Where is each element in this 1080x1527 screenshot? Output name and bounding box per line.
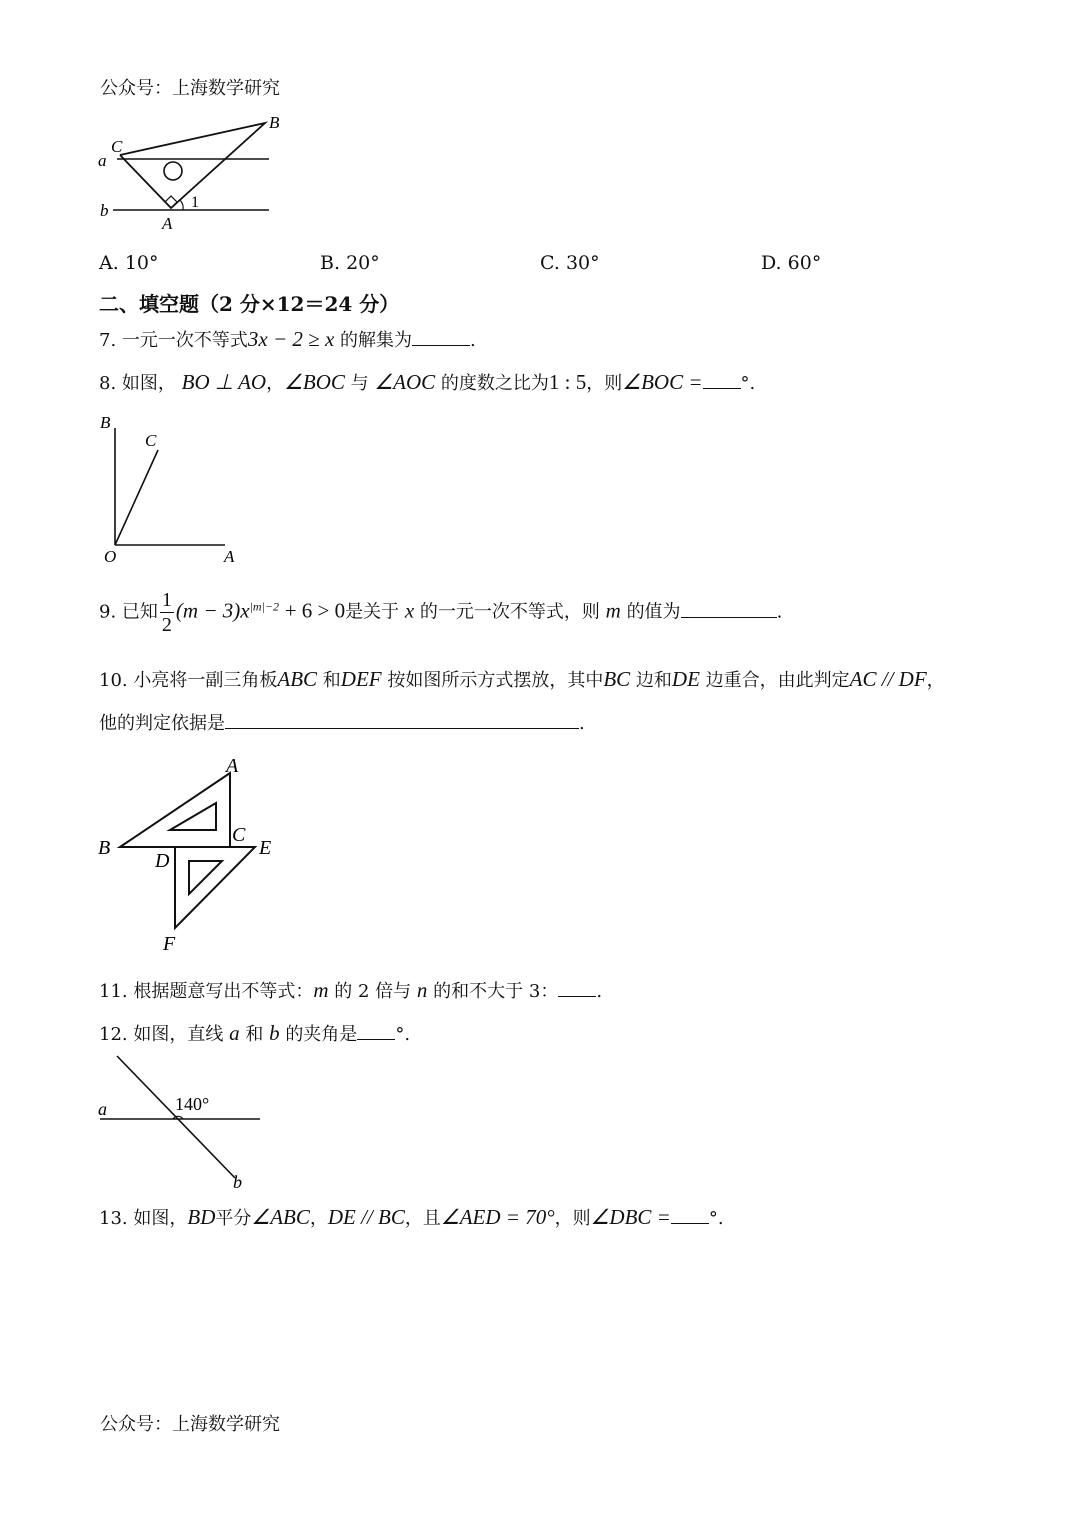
triangle-abc (120, 773, 230, 847)
question-10-line2: 他的判定依据是 . (99, 710, 585, 736)
label-angle-1: 1 (191, 194, 199, 211)
label-c: C (232, 824, 246, 846)
triangle-def (175, 847, 255, 928)
figure-q6 (95, 108, 295, 238)
option-b: B. 20° (320, 252, 380, 274)
inner-triangle-abc (170, 803, 216, 830)
circle-hole (164, 162, 182, 180)
label-f: F (163, 933, 176, 955)
label-angle-140: 140° (175, 1094, 210, 1114)
right-angle-mark (165, 196, 177, 208)
label-b-point: B (269, 113, 280, 132)
question-12: 12. 如图，直线 a 和 b 的夹角是 °. (99, 1021, 411, 1045)
label-o: O (104, 547, 117, 566)
header-watermark: 公众号：上海数学研究 (100, 78, 280, 99)
fraction-half: $\frac{1}{2}$ (161, 589, 172, 636)
label-d: D (155, 850, 170, 872)
question-8: 8. 如图， BO ⊥ AO，∠BOC 与 ∠AOC 的度数之比为1 : 5，则∠BOC = °. (99, 370, 756, 394)
label-e: E (259, 837, 272, 859)
label-a-point: A (162, 214, 173, 233)
option-d: D. 60° (761, 252, 822, 274)
question-9: 9. 已知 $\frac{1}{2}$ $(m - 3)x^{|m|-2} + 6 > 0$是关于 x 的一元一次不等式，则 m 的值为 . (99, 589, 783, 636)
section-title: 二、填空题（2 分×12＝24 分） (99, 292, 400, 316)
angle-1-arc (180, 200, 183, 210)
option-c: C. 30° (540, 252, 600, 274)
question-11: 11. 根据题意写出不等式：m 的 2 倍与 n 的和不大于 3： . (99, 978, 603, 1002)
inner-triangle-def (189, 861, 222, 894)
label-a: a (98, 1099, 107, 1119)
label-b: B (100, 413, 111, 432)
label-b: b (233, 1172, 242, 1192)
figure-q8 (95, 408, 255, 568)
label-b: B (98, 837, 111, 859)
label-c: C (111, 137, 123, 156)
label-a-line: a (98, 151, 107, 170)
label-a: A (224, 547, 235, 566)
figure-q12 (95, 1052, 275, 1192)
label-c: C (145, 431, 157, 450)
ray-oc (115, 450, 158, 545)
option-a: A. 10° (99, 252, 159, 274)
question-13: 13. 如图，BD平分∠ABC，DE // BC，且∠AED = 70°，则∠DBC = °. (99, 1205, 724, 1229)
question-7: 7. 一元一次不等式3x − 2 ≥ x 的解集为 . (99, 327, 476, 351)
label-a: A (226, 755, 239, 777)
figure-q10 (95, 750, 295, 960)
label-b-line: b (100, 201, 109, 220)
footer-watermark: 公众号：上海数学研究 (100, 1414, 280, 1435)
question-10-line1: 10. 小亮将一副三角板ABC 和DEF 按如图所示方式摆放，其中BC 边和DE 边重合，由此判定AC // DF， (99, 667, 945, 691)
